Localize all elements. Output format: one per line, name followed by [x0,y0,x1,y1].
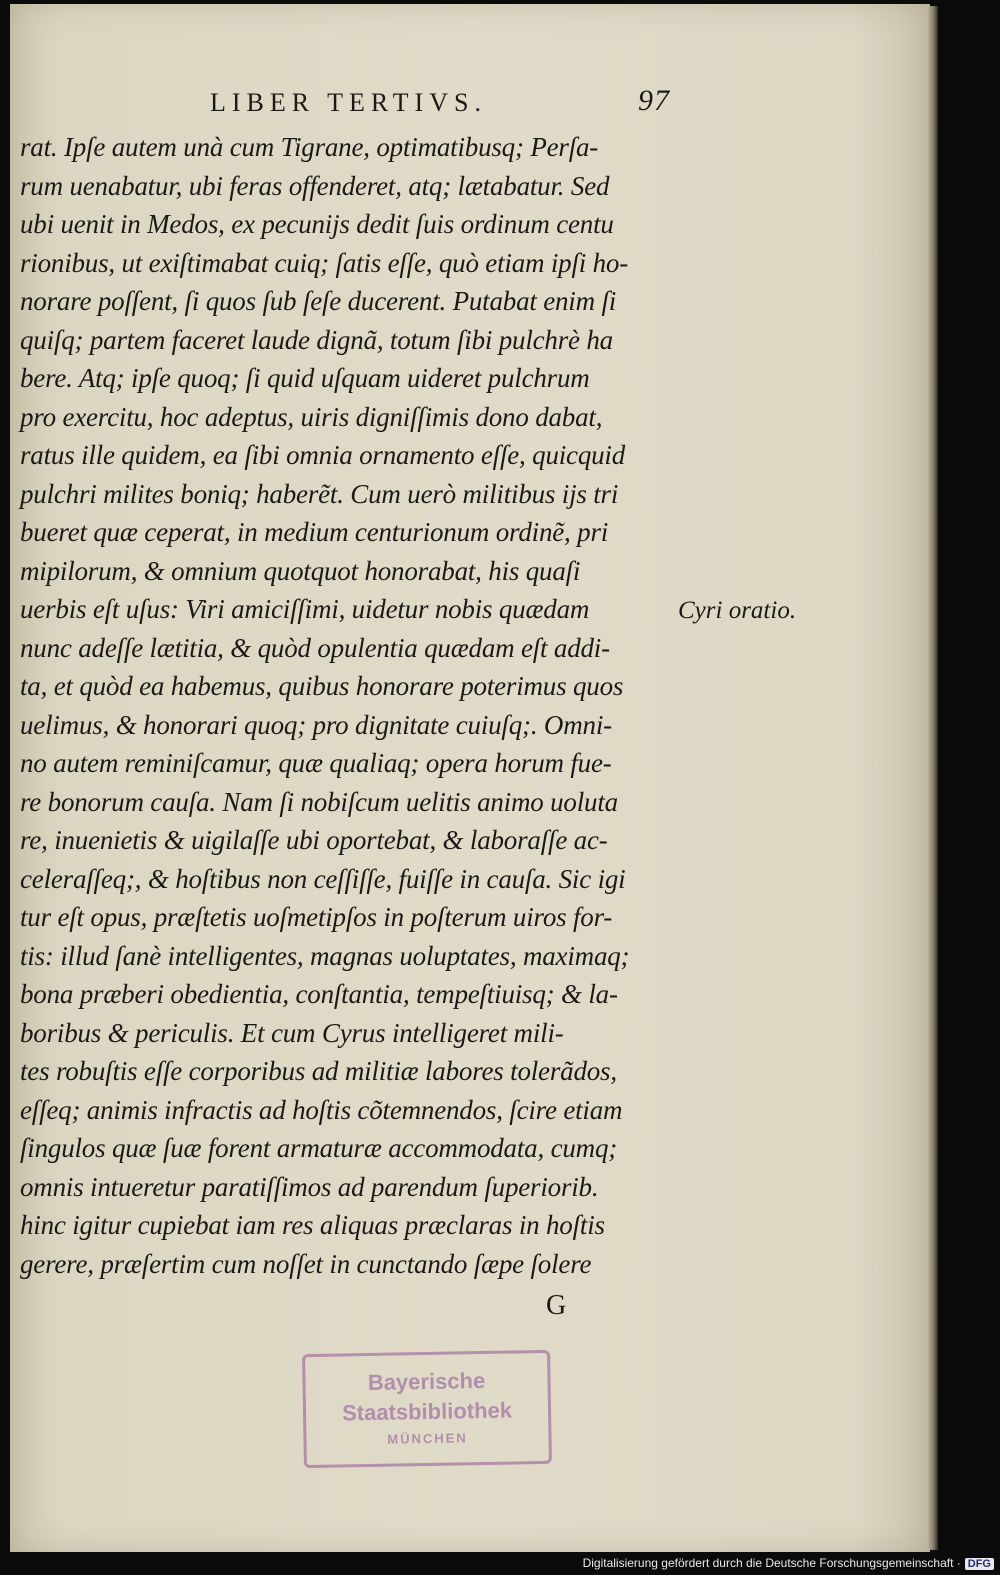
text-line: pro exercitu, hoc adeptus, uiris digniſſimis dono dabat, [20,401,603,432]
text-line: re bonorum cauſa. Nam ſi nobiſcum uelitis animo uoluta [20,786,618,817]
text-line: no autem reminiſcamur, quæ qualiaq; opera horum fue- [20,748,612,778]
text-line: mipilorum, & omnium quotquot honorabat, his quaſi [20,555,581,586]
running-title: LIBER TERTIVS. [210,88,487,117]
stamp-line-3: MÜNCHEN [387,1430,468,1447]
text-line: quiſq; partem faceret laude dignã, totum ſibi pulchrè ha [20,324,613,355]
text-line: nunc adeſſe lætitia, & quòd opulentia quædam eſt addi- [20,632,610,663]
body-text [20,128,668,1283]
text-line: boribus & periculis. Et cum Cyrus intelligeret mili- [20,1017,564,1048]
text-line: rat. Ipſe autem unà cum Tigrane, optimatibusq; Perſa- [20,132,599,162]
running-header [210,84,670,124]
text-line: ſingulos quæ ſuæ forent armaturæ accommodata, cumq; [20,1133,618,1163]
text-line: tur eſt opus, præſtetis uoſmetipſos in poſterum uiros for- [20,902,613,932]
text-line: rum uenabatur, ubi feras offenderet, atq; lætabatur. Sed [20,170,610,201]
page-edge [928,6,938,1550]
marginal-note: Cyri oratio. [678,597,797,624]
text-line: tes robuſtis eſſe corporibus ad militiæ labores tolerãdos, [20,1056,617,1086]
text-line: ubi uenit in Medos, ex pecunijs dedit ſuis ordinum centu [20,209,614,239]
text-line: ta, et quòd ea habemus, quibus honorare poterimus quos [20,671,624,701]
text-line: pulchri milites boniq; haberẽt. Cum uerò militibus ijs tri [20,478,619,509]
text-line: ratus ille quidem, ea ſibi omnia ornamento eſſe, quicquid [20,440,626,470]
text-line: eſſeq; animis infractis ad hoſtis cõtemnendos, ſcire etiam [20,1094,623,1125]
stamp-line-1: Bayerische [367,1367,486,1396]
text-line: celeraſſeq;, & hoſtibus non ceſſiſſe, fuiſſe in cauſa. Sic igi [20,863,626,894]
text-line: bueret quæ ceperat, in medium centurionum ordinẽ, pri [20,517,609,547]
text-line: re, inuenietis & uigilaſſe ubi oportebat, & laboraſſe ac- [20,825,608,855]
page-number: 97 [638,84,670,117]
library-stamp [302,1350,552,1468]
text-line: omnis intueretur paratiſſimos ad parendum ſuperiorib. [20,1171,599,1202]
text-line: bere. Atq; ipſe quoq; ſi quid uſquam uideret pulchrum [20,363,590,393]
text-line: uerbis eſt uſus: Viri amiciſſimi, uidetur nobis quædam [20,594,590,624]
text-line: bona præberi obedientia, conſtantia, tempeſtiuisq; & la- [20,979,618,1009]
dfg-logo: DFG [965,1558,994,1570]
stamp-line-2: Staatsbibliothek [341,1397,513,1426]
text-line: uelimus, & honorari quoq; pro dignitate cuiuſq;. Omni- [20,709,612,740]
text-line: hinc igitur cupiebat iam res aliquas præclaras in hoſtis [20,1210,605,1240]
signature-mark: G [546,1290,567,1321]
text-line: gerere, præſertim cum noſſet in cunctando ſæpe ſolere [20,1248,592,1279]
credit-text: Digitalisierung gefördert durch die Deutsche Forschungsgemeinschaft · [582,1556,961,1570]
digitization-credit [583,1556,994,1574]
text-line: norare poſſent, ſi quos ſub ſeſe ducerent. Putabat enim ſi [20,286,617,316]
text-line: tis: illud ſanè intelligentes, magnas uoluptates, maximaq; [20,940,630,971]
text-line: rionibus, ut exiſtimabat cuiq; ſatis eſſe, quò etiam ipſi ho- [20,247,628,278]
